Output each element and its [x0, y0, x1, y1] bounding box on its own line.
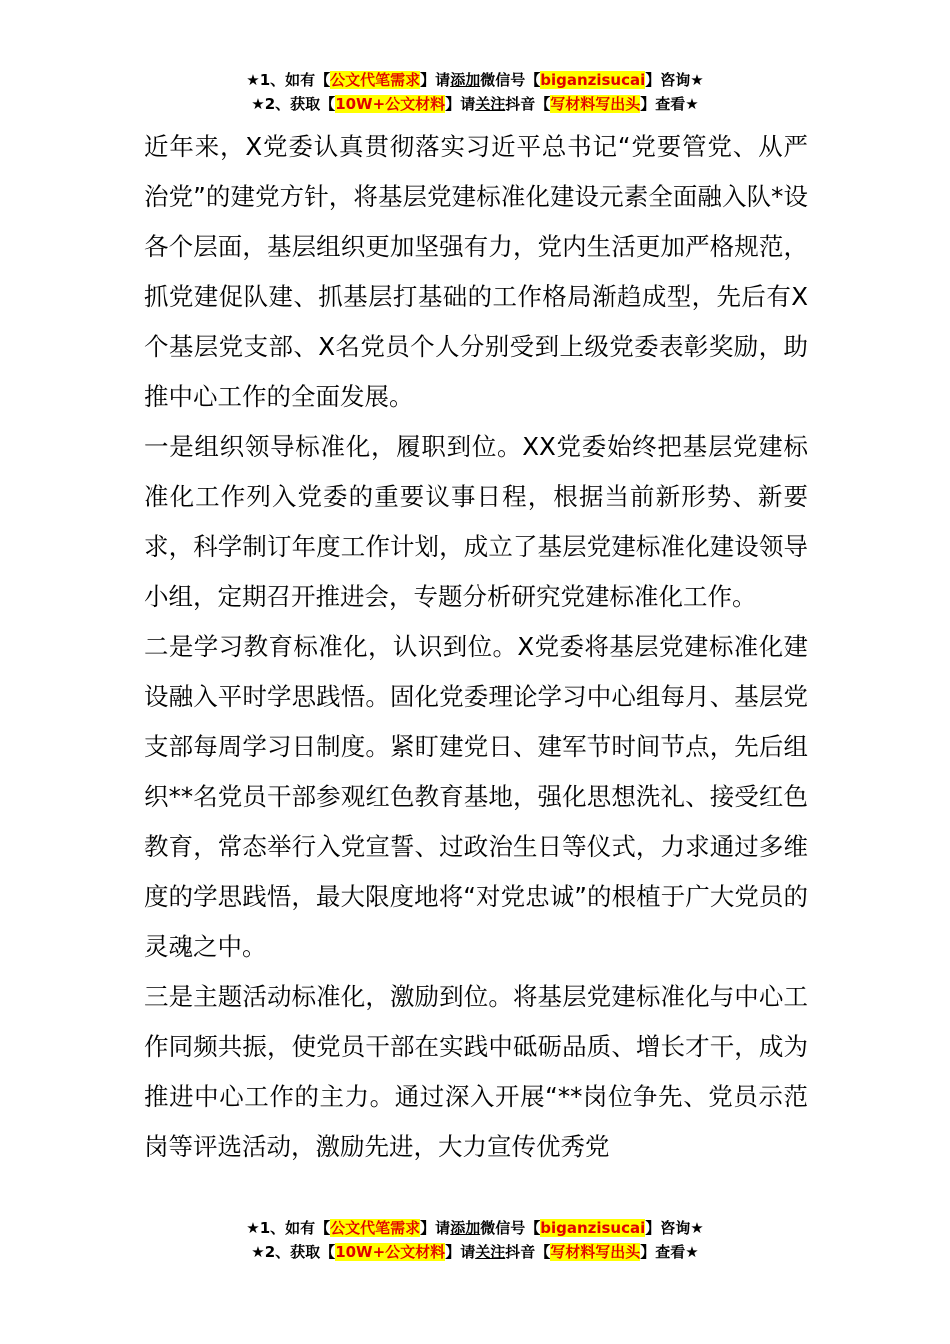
banner-line-1-middle-2: 微信号【: [480, 71, 541, 89]
footer-line-2-prefix: ★2、获取【: [251, 1243, 336, 1261]
footer-line-2-highlight-materials: 10W+公文材料: [335, 1243, 446, 1261]
paragraph-study-education: 二是学习教育标准化，认识到位。X党委将基层党建标准化建设融入平时学思践悟。固化党委理论学习中心组每月、基层党支部每周学习日制度。紧盯建党日、建军节时间节点，先后组织**名党员干部参观红色教育基地，强化思想洗礼、接受红色教育，常态举行入党宣誓、过政治生日等仪式，力求通过多维度的学思践悟，最大限度地将“对党忠诚”的根植于广大党员的灵魂之中。: [144, 632, 808, 961]
banner-line-2-emphasis: 关注: [475, 95, 506, 113]
banner-line-1-highlight-service: 公文代笔需求: [330, 71, 421, 89]
footer-line-1-prefix: ★1、如有【: [246, 1219, 331, 1237]
footer-line-1-suffix: 】咨询★: [645, 1219, 704, 1237]
footer-line-2-suffix: 】查看★: [640, 1243, 699, 1261]
banner-line-1-suffix: 】咨询★: [645, 71, 704, 89]
banner-line-2-highlight-douyin: 写材料写出头: [550, 95, 641, 113]
paragraph-theme-activities: 三是主题活动标准化，激励到位。将基层党建标准化与中心工作同频共振，使党员干部在实践中砥砺品质、增长才干，成为推进中心工作的主力。通过深入开展“**岗位争先、党员示范岗等评选活动，激励先进，大力宣传优秀党: [144, 982, 808, 1161]
banner-line-2-suffix: 】查看★: [640, 95, 699, 113]
footer-line-2-middle-2: 抖音【: [505, 1243, 551, 1261]
paragraph-organization-leadership: 一是组织领导标准化，履职到位。XX党委始终把基层党建标准化工作列入党委的重要议事日程，根据当前新形势、新要求，科学制订年度工作计划，成立了基层党建标准化建设领导小组，定期召开推进会，专题分析研究党建标准化工作。: [144, 432, 808, 611]
header-banner: [0, 68, 950, 116]
banner-line-1-middle: 】请: [420, 71, 451, 89]
banner-line-2-prefix: ★2、获取【: [251, 95, 336, 113]
footer-line-1-emphasis: 添加: [450, 1219, 481, 1237]
banner-line-1: [0, 68, 950, 92]
paragraph-intro: 近年来，X党委认真贯彻落实习近平总书记“党要管党、从严治党”的建党方针，将基层党建标准化建设元素全面融入队*设各个层面，基层组织更加坚强有力，党内生活更加严格规范，抓党建促队建、抓基层打基础的工作格局渐趋成型，先后有X个基层党支部、X名党员个人分别受到上级党委表彰奖励，助推中心工作的全面发展。: [144, 132, 808, 411]
banner-line-1-emphasis: 添加: [450, 71, 481, 89]
banner-line-1-prefix: ★1、如有【: [246, 71, 331, 89]
banner-line-2-middle-2: 抖音【: [505, 95, 551, 113]
footer-banner: [0, 1216, 950, 1264]
footer-line-2-highlight-douyin: 写材料写出头: [550, 1243, 641, 1261]
document-body: [144, 122, 808, 1172]
footer-line-1: [0, 1216, 950, 1240]
banner-line-2-highlight-materials: 10W+公文材料: [335, 95, 446, 113]
footer-line-1-middle-2: 微信号【: [480, 1219, 541, 1237]
footer-line-2-emphasis: 关注: [475, 1243, 506, 1261]
footer-line-2: [0, 1240, 950, 1264]
footer-line-2-middle: 】请: [445, 1243, 476, 1261]
footer-line-1-middle: 】请: [420, 1219, 451, 1237]
footer-line-1-highlight-wechat: biganzisucai: [540, 1219, 646, 1237]
banner-line-2: [0, 92, 950, 116]
banner-line-1-highlight-wechat: biganzisucai: [540, 71, 646, 89]
banner-line-2-middle: 】请: [445, 95, 476, 113]
footer-line-1-highlight-service: 公文代笔需求: [330, 1219, 421, 1237]
